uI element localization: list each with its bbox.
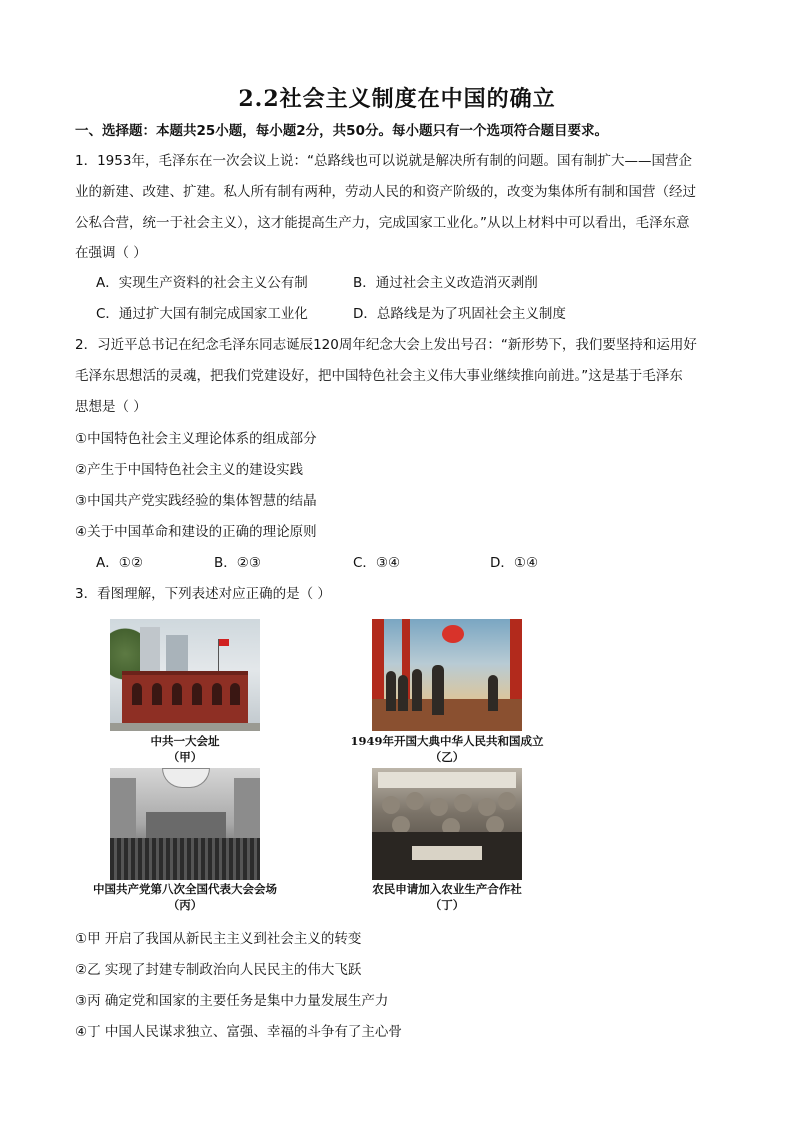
q1-option-d[interactable]: D．总路线是为了巩固社会主义制度 [353,306,566,322]
q2-option-c[interactable]: C．③④ [353,555,401,571]
photo-founding-ceremony [372,619,522,731]
q3-item-4: ④丁 中国人民谋求独立、富强、幸福的斗争有了主心骨 [75,1024,402,1040]
q1-line-2: 业的新建、改建、扩建。私人所有制有两种，劳动人民的和资产阶级的，改变为集体所有制和国营（经过 [75,184,696,200]
q1-line-4: 在强调（ ） [75,245,147,261]
photo-first-congress-site [110,619,260,731]
q2-item-3: ③中国共产党实践经验的集体智慧的结晶 [75,493,317,509]
figure-yi-caption: 1949年开国大典中华人民共和国成立 [350,734,544,748]
figure-ding-caption: 农民申请加入农业生产合作社 [372,882,522,896]
q2-line-1: 2．习近平总书记在纪念毛泽东同志诞辰120周年纪念大会上发出号召：“新形势下，我们要坚持和运用好 [75,337,697,353]
page-title: 2.2社会主义制度在中国的确立 [238,86,556,112]
q2-option-a[interactable]: A．①② [96,555,143,571]
q2-item-2: ②产生于中国特色社会主义的建设实践 [75,462,304,478]
q1-option-b[interactable]: B．通过社会主义改造消灭剥削 [353,275,538,291]
q3-item-2: ②乙 实现了封建专制政治向人民民主的伟大飞跃 [75,962,362,978]
photo-farmers-cooperative [372,768,522,880]
figure-bing-photo [110,768,260,880]
figure-yi-photo [372,619,522,731]
figure-bing-caption: 中国共产党第八次全国代表大会会场 [93,882,277,896]
q2-option-b[interactable]: B．②③ [214,555,261,571]
q2-item-4: ④关于中国革命和建设的正确的理论原则 [75,524,317,540]
q2-line-3: 思想是（ ） [75,399,147,415]
q3-stem: 3．看图理解，下列表述对应正确的是（ ） [75,586,331,602]
q2-line-2: 毛泽东思想活的灵魂，把我们党建设好，把中国特色社会主义伟大事业继续推向前进。”这是基于毛泽东 [75,368,683,384]
figure-ding-photo [372,768,522,880]
figure-jia-caption: 中共一大会址 [150,734,220,748]
q1-option-c[interactable]: C．通过扩大国有制完成国家工业化 [96,306,308,322]
figure-yi-label: （乙） [429,750,465,764]
figure-bing-label: （丙） [167,898,203,912]
q2-item-1: ①中国特色社会主义理论体系的组成部分 [75,431,317,447]
photo-eighth-congress-hall [110,768,260,880]
q1-line-3: 公私合营，统一于社会主义），这才能提高生产力，完成国家工业化。”从以上材料中可以看出，毛泽东意 [75,215,690,231]
figure-jia-label: （甲） [167,750,203,764]
q2-option-d[interactable]: D．①④ [490,555,539,571]
section-header: 一、选择题：本题共25小题，每小题2分，共50分。每小题只有一个选项符合题目要求。 [75,123,608,139]
q1-line-1: 1．1953年，毛泽东在一次会议上说：“总路线也可以说就是解决所有制的问题。国有制扩大——国营企 [75,153,692,169]
q1-option-a[interactable]: A．实现生产资料的社会主义公有制 [96,275,308,291]
figure-jia-photo [110,619,260,731]
figure-ding-label: （丁） [429,898,465,912]
q3-item-3: ③丙 确定党和国家的主要任务是集中力量发展生产力 [75,993,389,1009]
q3-item-1: ①甲 开启了我国从新民主主义到社会主义的转变 [75,931,362,947]
